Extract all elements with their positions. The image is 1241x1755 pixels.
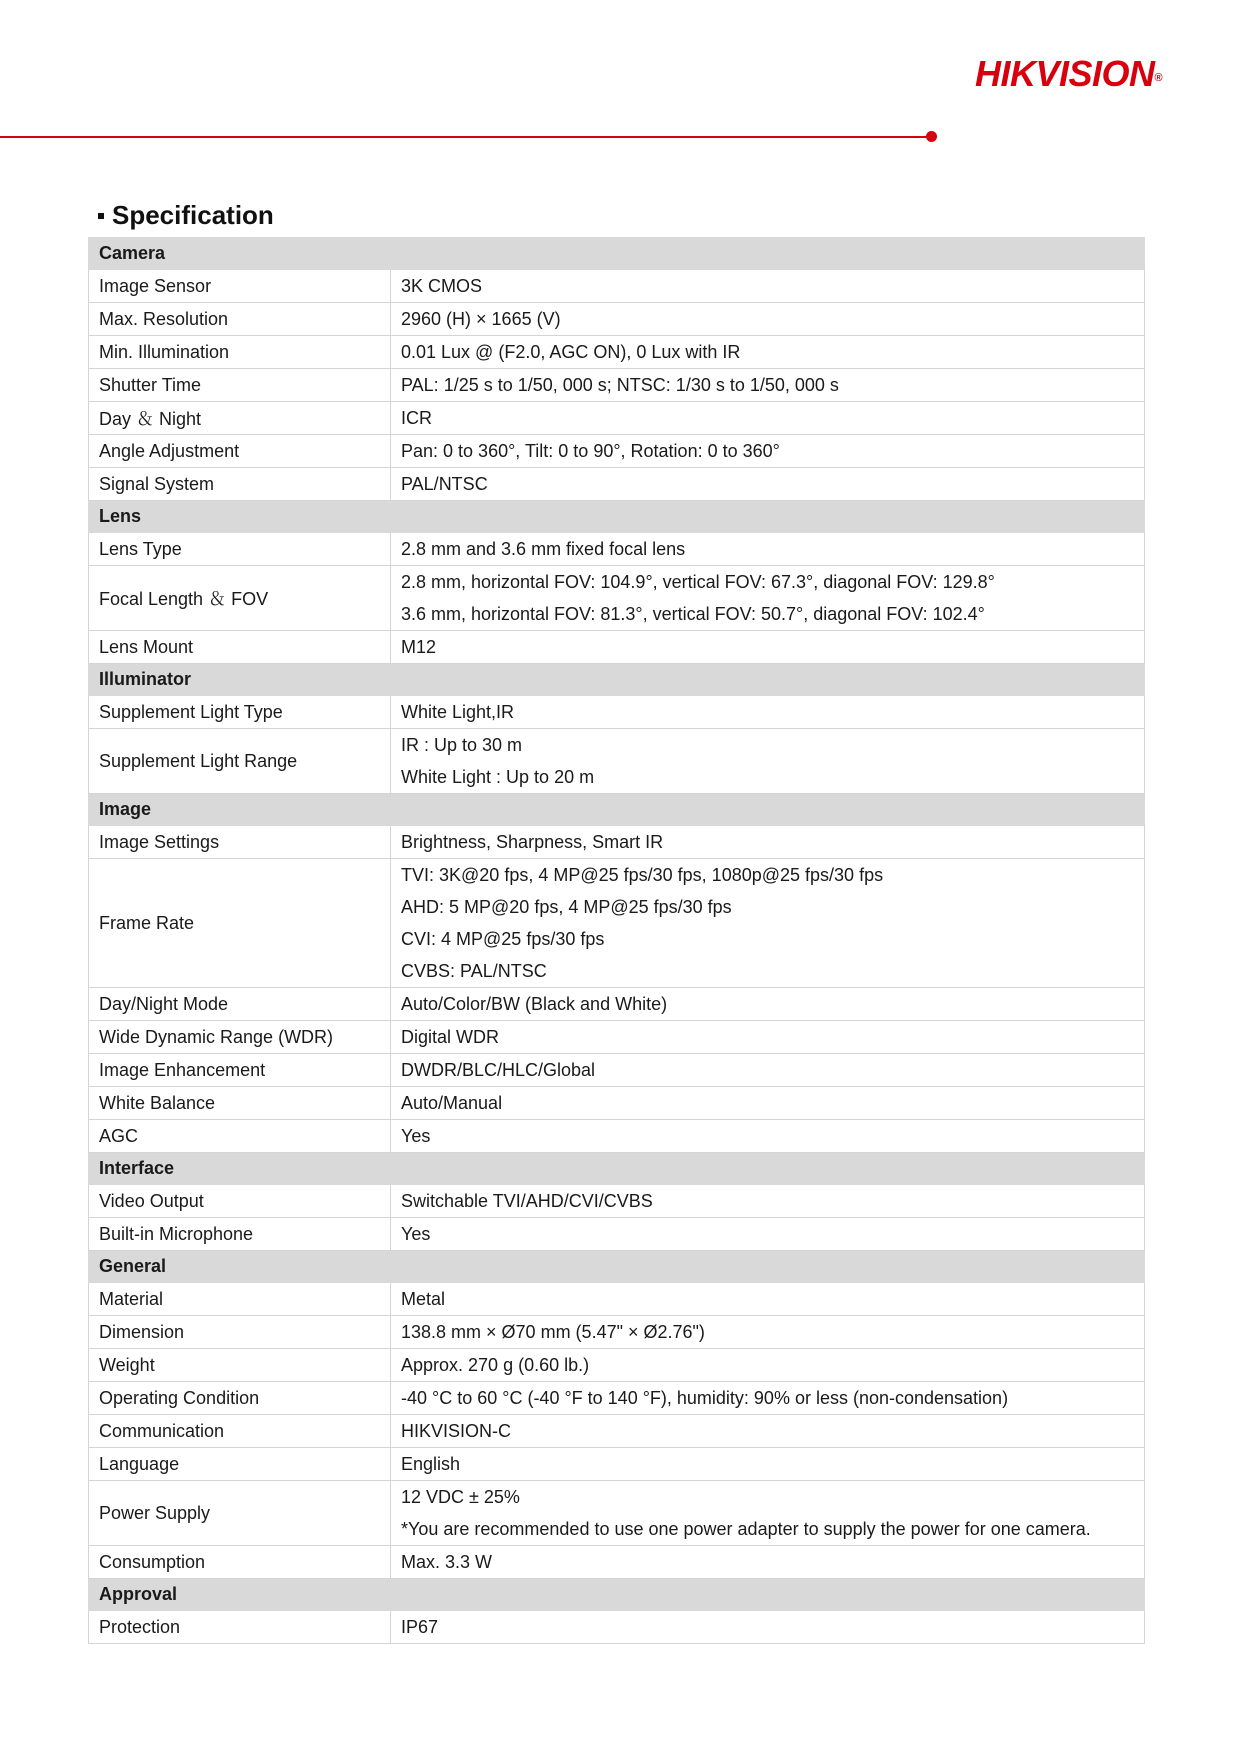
spec-label: Min. Illumination bbox=[89, 336, 391, 369]
spec-label: Supplement Light Type bbox=[89, 696, 391, 729]
spec-value bbox=[391, 1087, 1145, 1120]
spec-label: Image Sensor bbox=[89, 270, 391, 303]
spec-label: Angle Adjustment bbox=[89, 435, 391, 468]
category-title: Camera bbox=[89, 238, 1145, 270]
spec-value-line: Yes bbox=[401, 1126, 431, 1146]
spec-value-line: English bbox=[401, 1454, 461, 1474]
spec-label: White Balance bbox=[89, 1087, 391, 1120]
spec-value-line: White Light : Up to 20 m bbox=[401, 767, 595, 787]
spec-label: Image Settings bbox=[89, 826, 391, 859]
header-rule-dot bbox=[926, 131, 937, 142]
spec-value bbox=[391, 435, 1145, 468]
spec-row bbox=[89, 566, 1145, 631]
spec-value-line: Yes bbox=[401, 1224, 431, 1244]
spec-value bbox=[391, 729, 1145, 794]
spec-value bbox=[391, 1054, 1145, 1087]
spec-label: Protection bbox=[89, 1611, 391, 1644]
spec-value-line: TVI: 3K@20 fps, 4 MP@25 fps/30 fps, 1080p@25 fps/30 fps bbox=[401, 865, 884, 885]
spec-value bbox=[391, 1349, 1145, 1382]
spec-label: Dimension bbox=[89, 1316, 391, 1349]
spec-value bbox=[391, 1415, 1145, 1448]
spec-value-line: CVI: 4 MP@25 fps/30 fps bbox=[401, 929, 605, 949]
spec-row bbox=[89, 402, 1145, 435]
spec-value-line: Auto/Color/BW (Black and White) bbox=[401, 994, 668, 1014]
square-bullet-icon bbox=[98, 213, 104, 219]
registered-mark: ® bbox=[1154, 72, 1163, 84]
spec-value bbox=[391, 270, 1145, 303]
spec-value bbox=[391, 696, 1145, 729]
category-row bbox=[89, 794, 1145, 826]
spec-row bbox=[89, 369, 1145, 402]
spec-row bbox=[89, 336, 1145, 369]
spec-value-line: Auto/Manual bbox=[401, 1093, 503, 1113]
spec-row bbox=[89, 1316, 1145, 1349]
category-title: Illuminator bbox=[89, 664, 1145, 696]
spec-value bbox=[391, 369, 1145, 402]
spec-value-line: HIKVISION-C bbox=[401, 1421, 512, 1441]
spec-row bbox=[89, 1546, 1145, 1579]
spec-label: Supplement Light Range bbox=[89, 729, 391, 794]
category-title: Image bbox=[89, 794, 1145, 826]
spec-label: Material bbox=[89, 1283, 391, 1316]
spec-label: Day/Night Mode bbox=[89, 988, 391, 1021]
spec-value bbox=[391, 1283, 1145, 1316]
spec-value bbox=[391, 988, 1145, 1021]
spec-value-line: Digital WDR bbox=[401, 1027, 500, 1047]
spec-value-line: Approx. 270 g (0.60 lb.) bbox=[401, 1355, 590, 1375]
spec-label: Communication bbox=[89, 1415, 391, 1448]
category-row bbox=[89, 238, 1145, 270]
spec-value bbox=[391, 1546, 1145, 1579]
spec-value-line: 138.8 mm × Ø70 mm (5.47" × Ø2.76") bbox=[401, 1322, 705, 1342]
spec-label: Day ＆ Night bbox=[89, 402, 391, 435]
spec-label: Lens Mount bbox=[89, 631, 391, 664]
spec-value-line: 12 VDC ± 25% bbox=[401, 1487, 520, 1507]
spec-row bbox=[89, 631, 1145, 664]
spec-value-line: DWDR/BLC/HLC/Global bbox=[401, 1060, 596, 1080]
spec-value-line: ICR bbox=[401, 408, 432, 428]
category-title: Interface bbox=[89, 1153, 1145, 1185]
spec-label: Video Output bbox=[89, 1185, 391, 1218]
spec-row bbox=[89, 1283, 1145, 1316]
spec-row bbox=[89, 696, 1145, 729]
category-title: General bbox=[89, 1251, 1145, 1283]
spec-label: Signal System bbox=[89, 468, 391, 501]
spec-row bbox=[89, 435, 1145, 468]
spec-label: AGC bbox=[89, 1120, 391, 1153]
spec-row bbox=[89, 1448, 1145, 1481]
spec-value-line: M12 bbox=[401, 637, 437, 657]
spec-label: Power Supply bbox=[89, 1481, 391, 1546]
spec-value bbox=[391, 566, 1145, 631]
spec-value-line: 2.8 mm, horizontal FOV: 104.9°, vertical FOV: 67.3°, diagonal FOV: 129.8° bbox=[401, 572, 995, 592]
spec-table bbox=[88, 237, 1145, 1644]
category-row bbox=[89, 1251, 1145, 1283]
spec-row bbox=[89, 1120, 1145, 1153]
spec-value bbox=[391, 1218, 1145, 1251]
spec-label: Wide Dynamic Range (WDR) bbox=[89, 1021, 391, 1054]
section-heading bbox=[98, 200, 274, 231]
spec-row bbox=[89, 1185, 1145, 1218]
spec-value bbox=[391, 402, 1145, 435]
spec-value bbox=[391, 336, 1145, 369]
spec-label: Consumption bbox=[89, 1546, 391, 1579]
spec-label: Lens Type bbox=[89, 533, 391, 566]
spec-label: Language bbox=[89, 1448, 391, 1481]
spec-row bbox=[89, 1021, 1145, 1054]
spec-row bbox=[89, 1218, 1145, 1251]
spec-row bbox=[89, 729, 1145, 794]
spec-value-line: CVBS: PAL/NTSC bbox=[401, 961, 547, 981]
spec-row bbox=[89, 1481, 1145, 1546]
spec-value-line: PAL: 1/25 s to 1/50, 000 s; NTSC: 1/30 s to 1/50, 000 s bbox=[401, 375, 839, 395]
spec-row bbox=[89, 988, 1145, 1021]
spec-value bbox=[391, 1316, 1145, 1349]
brand-name: HIKVISION bbox=[975, 53, 1155, 94]
category-row bbox=[89, 501, 1145, 533]
spec-value-line: IP67 bbox=[401, 1617, 439, 1637]
section-title: Specification bbox=[112, 200, 274, 230]
spec-row bbox=[89, 859, 1145, 988]
spec-value-line: -40 °C to 60 °C (-40 °F to 140 °F), humidity: 90% or less (non-condensation) bbox=[401, 1388, 1009, 1408]
hikvision-logo bbox=[975, 52, 1162, 96]
spec-row bbox=[89, 1054, 1145, 1087]
spec-value-line: 0.01 Lux @ (F2.0, AGC ON), 0 Lux with IR bbox=[401, 342, 741, 362]
spec-value bbox=[391, 468, 1145, 501]
spec-value-line: AHD: 5 MP@20 fps, 4 MP@25 fps/30 fps bbox=[401, 897, 732, 917]
spec-row bbox=[89, 1611, 1145, 1644]
spec-value bbox=[391, 1448, 1145, 1481]
category-row bbox=[89, 1579, 1145, 1611]
spec-row bbox=[89, 270, 1145, 303]
spec-value-line: Brightness, Sharpness, Smart IR bbox=[401, 832, 664, 852]
category-row bbox=[89, 664, 1145, 696]
category-title: Approval bbox=[89, 1579, 1145, 1611]
spec-value bbox=[391, 303, 1145, 336]
spec-label: Frame Rate bbox=[89, 859, 391, 988]
spec-value-line: Max. 3.3 W bbox=[401, 1552, 493, 1572]
spec-row bbox=[89, 533, 1145, 566]
spec-value-line: 3K CMOS bbox=[401, 276, 483, 296]
spec-value bbox=[391, 1382, 1145, 1415]
spec-value bbox=[391, 533, 1145, 566]
spec-value bbox=[391, 1021, 1145, 1054]
spec-label: Operating Condition bbox=[89, 1382, 391, 1415]
spec-row bbox=[89, 1349, 1145, 1382]
spec-label: Shutter Time bbox=[89, 369, 391, 402]
spec-table-body bbox=[89, 238, 1145, 1644]
spec-value-line: *You are recommended to use one power adapter to supply the power for one camera. bbox=[401, 1519, 1091, 1539]
header-rule bbox=[0, 136, 930, 138]
spec-label: Built-in Microphone bbox=[89, 1218, 391, 1251]
spec-value bbox=[391, 631, 1145, 664]
spec-label: Max. Resolution bbox=[89, 303, 391, 336]
spec-value-line: Metal bbox=[401, 1289, 446, 1309]
spec-value bbox=[391, 1481, 1145, 1546]
spec-row bbox=[89, 303, 1145, 336]
spec-value bbox=[391, 826, 1145, 859]
spec-label: Image Enhancement bbox=[89, 1054, 391, 1087]
spec-value-line: IR : Up to 30 m bbox=[401, 735, 523, 755]
spec-row bbox=[89, 1415, 1145, 1448]
spec-value bbox=[391, 1120, 1145, 1153]
category-title: Lens bbox=[89, 501, 1145, 533]
spec-label: Weight bbox=[89, 1349, 391, 1382]
spec-value-line: 3.6 mm, horizontal FOV: 81.3°, vertical FOV: 50.7°, diagonal FOV: 102.4° bbox=[401, 604, 985, 624]
spec-value-line: White Light,IR bbox=[401, 702, 515, 722]
spec-row bbox=[89, 1382, 1145, 1415]
spec-value bbox=[391, 1611, 1145, 1644]
spec-row bbox=[89, 826, 1145, 859]
spec-value bbox=[391, 859, 1145, 988]
spec-label: Focal Length ＆ FOV bbox=[89, 566, 391, 631]
spec-value-line: Switchable TVI/AHD/CVI/CVBS bbox=[401, 1191, 653, 1211]
spec-value-line: 2.8 mm and 3.6 mm fixed focal lens bbox=[401, 539, 686, 559]
spec-value-line: PAL/NTSC bbox=[401, 474, 488, 494]
spec-row bbox=[89, 1087, 1145, 1120]
spec-value bbox=[391, 1185, 1145, 1218]
spec-value-line: Pan: 0 to 360°, Tilt: 0 to 90°, Rotation: 0 to 360° bbox=[401, 441, 780, 461]
spec-value-line: 2960 (H) × 1665 (V) bbox=[401, 309, 561, 329]
spec-row bbox=[89, 468, 1145, 501]
category-row bbox=[89, 1153, 1145, 1185]
